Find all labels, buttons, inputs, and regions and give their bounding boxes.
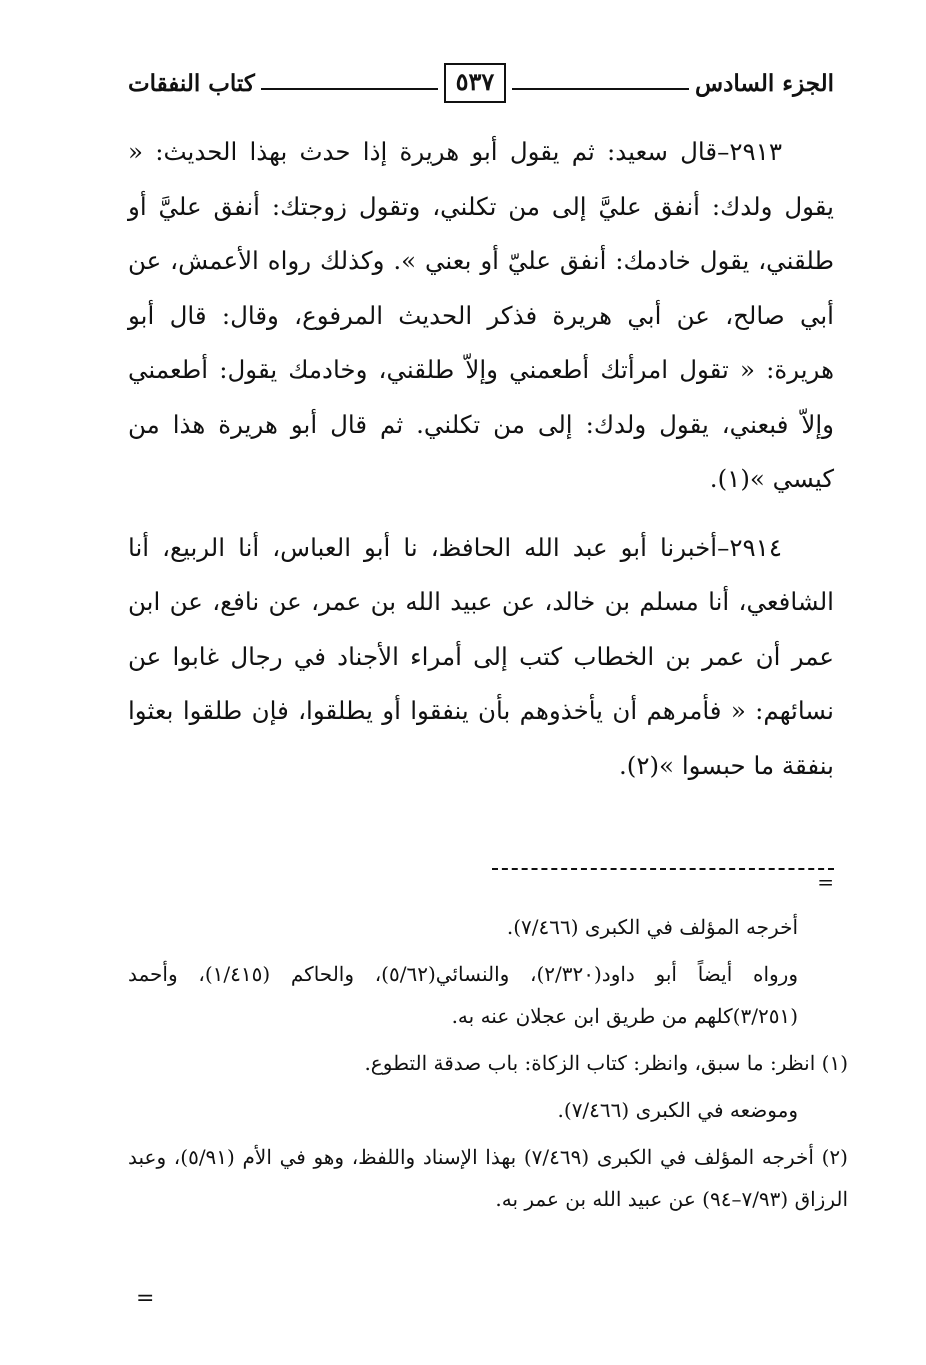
book-title: كتاب النفقات [128, 69, 255, 97]
footnote-continuation-mark: = [817, 870, 834, 894]
header-rule-left [261, 88, 438, 90]
footnote-line: وموضعه في الكبرى (٧/٤٦٦). [557, 1098, 798, 1122]
footnote-line: أخرجه المؤلف في الكبرى (٧/٤٦٦). [506, 915, 798, 939]
footnotes [128, 906, 848, 1225]
hadith-paragraph-2914: ٢٩١٤–أخبرنا أبو عبد الله الحافظ، نا أبو العباس، أنا الربيع، أنا الشافعي، أنا مسلم بن خالد، عن عبيد الله بن عمر، عن نافع، عن ابن عمر أن عمر بن الخطاب كتب إلى أمراء الأجناد في رجال غابوا عن نسائهم: « فأمرهم أن يأخذوهم بأن ينفقوا أو يطلقوا، فإن طلقوا بعثوا بنفقة ما حبسوا »(٢). [128, 532, 834, 780]
footnote-1: (١) انظر: ما سبق، وانظر: كتاب الزكاة: باب صدقة التطوع. [364, 1051, 848, 1075]
footnote-line: ورواه أيضاً أبو داود(٢/٣٢٠)، والنسائي(٥/٦٢)، والحاكم (١/٤١٥)، وأحمد (٣/٢٥١)كلهم من طريق ابن عجلان عنه به. [128, 962, 798, 1028]
page-end-mark: = [136, 1286, 155, 1311]
footnote-2: (٢) أخرجه المؤلف في الكبرى (٧/٤٦٩) بهذا الإسناد واللفظ، وهو في الأم (٥/٩١)، وعبد الرزاق (٧/٩٣–٩٤) عن عبيد الله بن عمر به. [128, 1145, 848, 1211]
hadith-paragraph-2913: ٢٩١٣–قال سعيد: ثم يقول أبو هريرة إذا حدث بهذا الحديث: « يقول ولدك: أنفق عليَّ إلى من تكلني، وتقول زوجتك: أنفق عليَّ أو طلقني، يقول خادمك: أنفق عليّ أو بعني ». وكذلك رواه الأعمش، عن أبي صالح، عن أبي هريرة فذكر الحديث المرفوع، وقال: قال أبو هريرة: « تقول امرأتك أطعمني وإلاّ طلقني، وخادمك يقول: أطعمني وإلاّ فبعني، يقول ولدك: إلى من تكلني. ثم قال أبو هريرة هذا من كيسي »(١). [128, 137, 834, 493]
page-number: ٥٣٧ [444, 63, 507, 103]
volume-title: الجزء السادس [695, 69, 834, 97]
page-header [128, 58, 834, 108]
footnote-separator-line [492, 868, 834, 870]
header-rule-right [512, 88, 689, 90]
footnote-separator [492, 868, 834, 894]
main-text [128, 125, 834, 807]
